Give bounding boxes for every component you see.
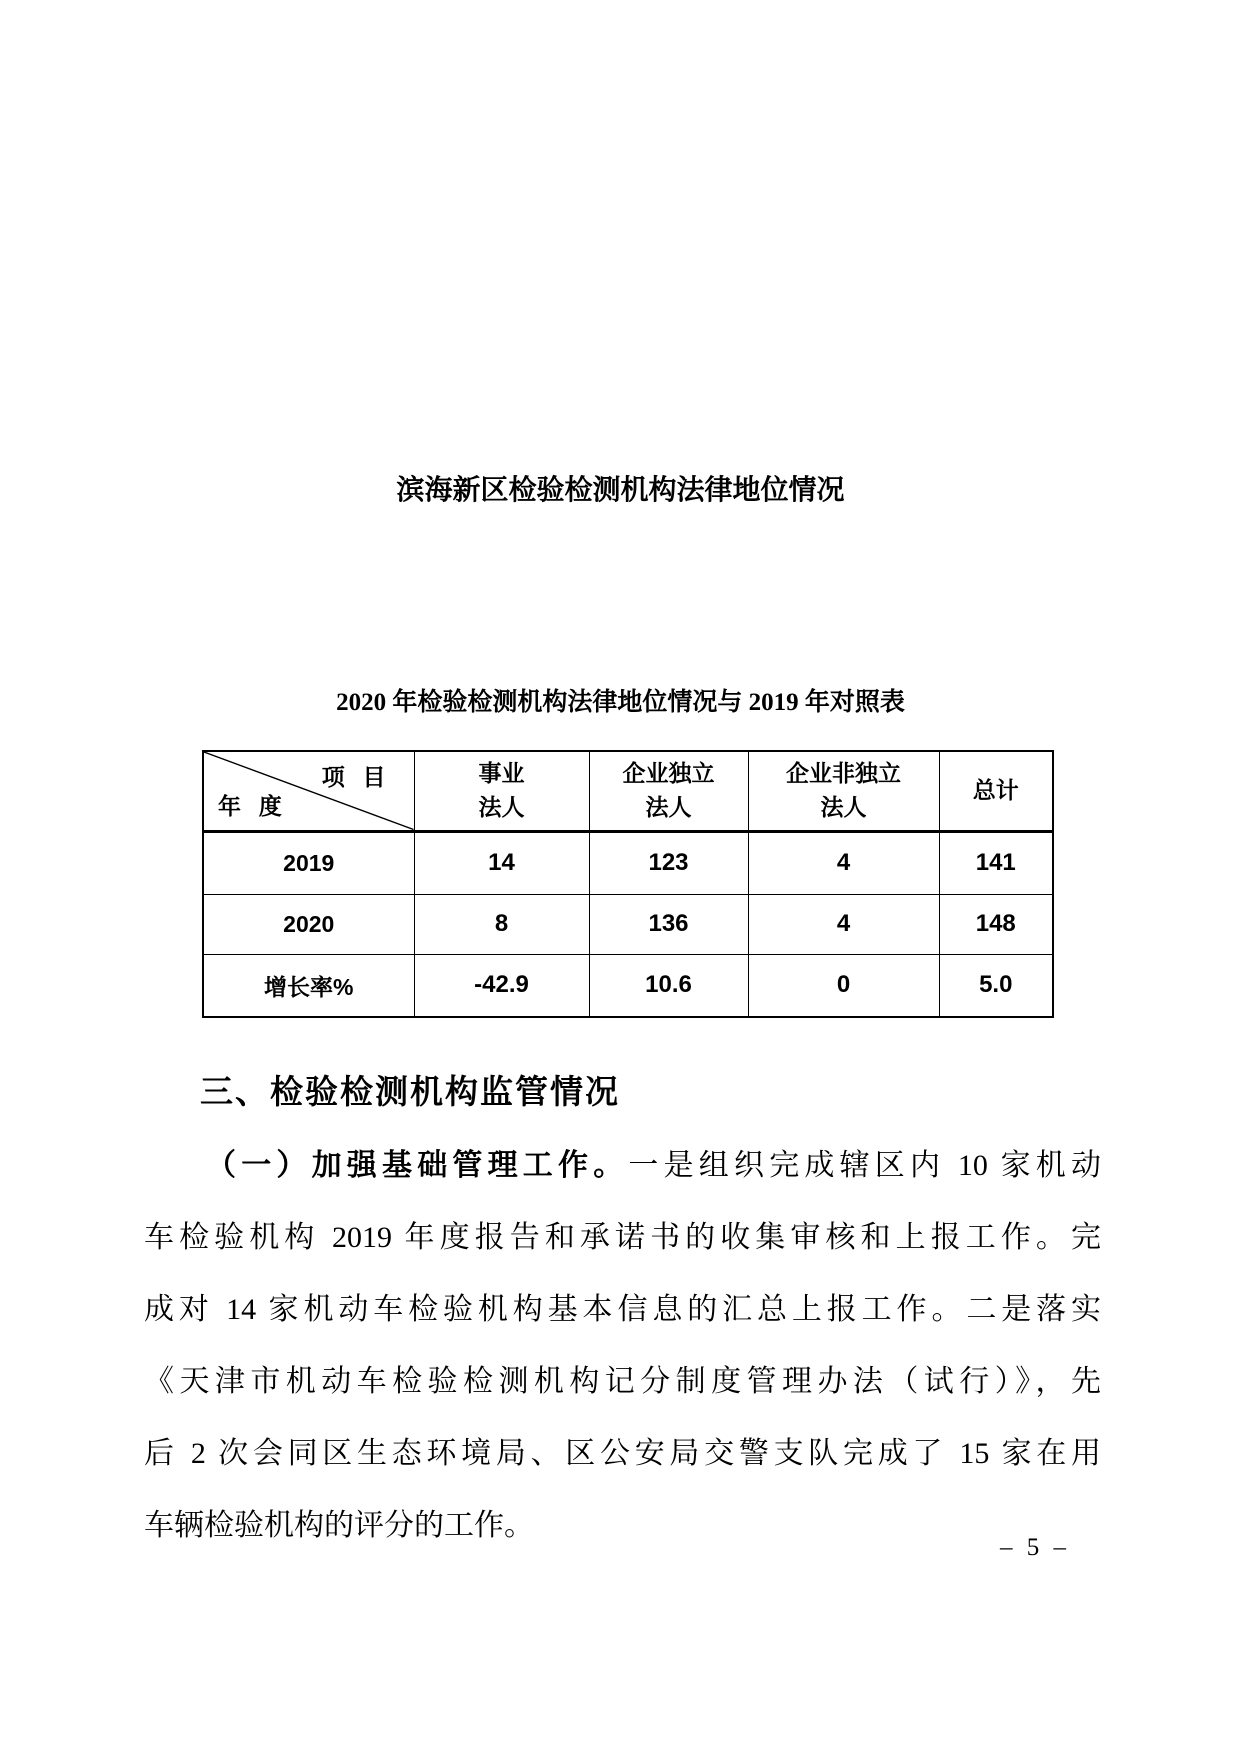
table-row xyxy=(203,894,1053,954)
cell-value: 5.0 xyxy=(939,954,1053,1017)
header-cell-enterprise-nonindependent xyxy=(748,751,939,831)
page-number: – 5 – xyxy=(1000,1534,1070,1561)
cell-value: 10.6 xyxy=(589,954,748,1017)
legal-status-table xyxy=(202,750,1054,1018)
paragraph-lead-bold: （一）加强基础管理工作。 xyxy=(206,1149,629,1182)
cell-value: 148 xyxy=(939,894,1053,954)
header-cell-enterprise-independent xyxy=(589,751,748,831)
table-row xyxy=(203,831,1053,894)
corner-header-cell xyxy=(203,751,414,831)
cell-value: 141 xyxy=(939,831,1053,894)
header-text-line: 法人 xyxy=(645,794,692,820)
table-caption: 2020 年检验检测机构法律地位情况与 2019 年对照表 xyxy=(336,689,905,716)
row-label-2019: 2019 xyxy=(203,831,414,894)
cell-value: -42.9 xyxy=(414,954,589,1017)
cell-value: 136 xyxy=(589,894,748,954)
cell-value: 0 xyxy=(748,954,939,1017)
document-title: 滨海新区检验检测机构法律地位情况 xyxy=(396,475,845,506)
header-text-line: 法人 xyxy=(820,794,867,820)
corner-label-year: 年 度 xyxy=(218,793,288,819)
paragraph-line xyxy=(144,1130,1101,1202)
header-text-line: 法人 xyxy=(478,794,525,820)
cell-value: 4 xyxy=(748,894,939,954)
paragraph-line: 《天津市机动车检验检测机构记分制度管理办法（试行）》，先 xyxy=(144,1365,1101,1398)
header-text-line: 企业非独立 xyxy=(786,761,901,787)
cell-value: 4 xyxy=(748,831,939,894)
header-text-line: 事业 xyxy=(478,761,525,787)
paragraph-line: 后 2 次会同区生态环境局、区公安局交警支队完成了 15 家在用 xyxy=(144,1437,1101,1470)
body-paragraph xyxy=(144,1130,1101,1562)
cell-value: 14 xyxy=(414,831,589,894)
paragraph-line: 车检验机构 2019 年度报告和承诺书的收集审核和上报工作。完 xyxy=(144,1221,1101,1254)
cell-value: 123 xyxy=(589,831,748,894)
paragraph-text: 一是组织完成辖区内 10 家机动 xyxy=(628,1149,1102,1182)
header-cell-total xyxy=(939,751,1053,831)
paragraph-line: 车辆检验机构的评分的工作。 xyxy=(144,1509,534,1542)
paragraph-line: 成对 14 家机动车检验机构基本信息的汇总上报工作。二是落实 xyxy=(144,1293,1101,1326)
header-cell-institutional xyxy=(414,751,589,831)
header-text-line: 企业独立 xyxy=(622,761,715,787)
cell-value: 8 xyxy=(414,894,589,954)
table-row xyxy=(203,954,1053,1017)
row-label-growth-rate: 增长率% xyxy=(203,954,414,1017)
table-header-row xyxy=(203,751,1053,831)
row-label-2020: 2020 xyxy=(203,894,414,954)
section-heading: 三、检验检测机构监管情况 xyxy=(200,1073,620,1110)
header-text-line: 总计 xyxy=(972,778,1019,804)
corner-label-project: 项 目 xyxy=(321,765,392,790)
